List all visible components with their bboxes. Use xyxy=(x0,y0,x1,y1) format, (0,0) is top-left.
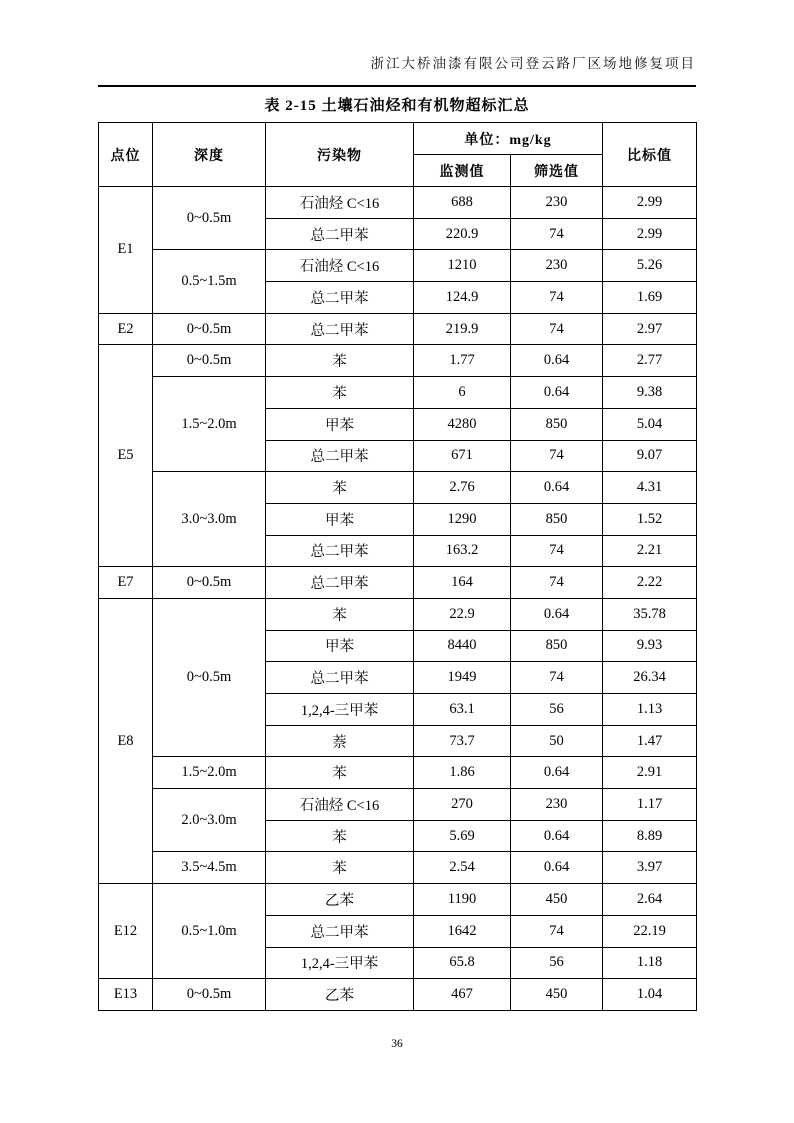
page-number: 36 xyxy=(391,1038,403,1050)
column-header-unit: 单位：mg/kg xyxy=(414,123,603,155)
point-cell: E12 xyxy=(99,884,153,979)
pollutant-cell: 苯 xyxy=(266,472,414,504)
screening-value-cell: 56 xyxy=(511,947,603,979)
pollutant-cell: 苯 xyxy=(266,820,414,852)
monitored-value-cell: 6 xyxy=(414,377,511,409)
screening-value-cell: 74 xyxy=(511,313,603,345)
pollutant-cell: 萘 xyxy=(266,725,414,757)
column-header-point: 点位 xyxy=(99,123,153,187)
screening-value-cell: 74 xyxy=(511,915,603,947)
screening-value-cell: 0.64 xyxy=(511,345,603,377)
header-divider-rule xyxy=(98,85,696,87)
ratio-value-cell: 22.19 xyxy=(603,915,697,947)
depth-cell: 0~0.5m xyxy=(153,187,266,250)
screening-value-cell: 850 xyxy=(511,630,603,662)
ratio-value-cell: 5.26 xyxy=(603,250,697,282)
monitored-value-cell: 1.86 xyxy=(414,757,511,789)
pollutant-cell: 苯 xyxy=(266,852,414,884)
depth-cell: 2.0~3.0m xyxy=(153,789,266,852)
table-head xyxy=(99,123,697,187)
screening-value-cell: 74 xyxy=(511,282,603,314)
pollutant-cell: 总二甲苯 xyxy=(266,440,414,472)
table-row xyxy=(99,567,697,599)
pollutant-cell: 石油烃 C<16 xyxy=(266,789,414,821)
pollutant-cell: 总二甲苯 xyxy=(266,915,414,947)
point-cell: E7 xyxy=(99,567,153,599)
table-title: 表 2-15 土壤石油烃和有机物超标汇总 xyxy=(264,98,530,114)
pollutant-cell: 苯 xyxy=(266,598,414,630)
ratio-value-cell: 9.93 xyxy=(603,630,697,662)
ratio-value-cell: 2.99 xyxy=(603,187,697,219)
monitored-value-cell: 73.7 xyxy=(414,725,511,757)
header-row-1 xyxy=(99,123,697,155)
ratio-value-cell: 3.97 xyxy=(603,852,697,884)
ratio-value-cell: 2.97 xyxy=(603,313,697,345)
depth-cell: 3.0~3.0m xyxy=(153,472,266,567)
pollutant-cell: 苯 xyxy=(266,377,414,409)
screening-value-cell: 74 xyxy=(511,662,603,694)
monitored-value-cell: 163.2 xyxy=(414,535,511,567)
monitored-value-cell: 220.9 xyxy=(414,218,511,250)
ratio-value-cell: 1.52 xyxy=(603,503,697,535)
ratio-value-cell: 2.99 xyxy=(603,218,697,250)
ratio-value-cell: 1.69 xyxy=(603,282,697,314)
ratio-value-cell: 26.34 xyxy=(603,662,697,694)
monitored-value-cell: 219.9 xyxy=(414,313,511,345)
ratio-value-cell: 4.31 xyxy=(603,472,697,504)
monitored-value-cell: 4280 xyxy=(414,408,511,440)
table-body xyxy=(99,187,697,1011)
screening-value-cell: 0.64 xyxy=(511,472,603,504)
table-row xyxy=(99,852,697,884)
depth-cell: 0.5~1.5m xyxy=(153,250,266,313)
screening-value-cell: 0.64 xyxy=(511,377,603,409)
screening-value-cell: 56 xyxy=(511,694,603,726)
ratio-value-cell: 35.78 xyxy=(603,598,697,630)
point-cell: E13 xyxy=(99,979,153,1011)
monitored-value-cell: 1.77 xyxy=(414,345,511,377)
screening-value-cell: 450 xyxy=(511,884,603,916)
monitored-value-cell: 688 xyxy=(414,187,511,219)
screening-value-cell: 74 xyxy=(511,535,603,567)
table-row xyxy=(99,313,697,345)
ratio-value-cell: 1.18 xyxy=(603,947,697,979)
table-row xyxy=(99,884,697,916)
ratio-value-cell: 2.91 xyxy=(603,757,697,789)
pollutant-cell: 甲苯 xyxy=(266,503,414,535)
depth-cell: 3.5~4.5m xyxy=(153,852,266,884)
ratio-value-cell: 8.89 xyxy=(603,820,697,852)
point-cell: E1 xyxy=(99,187,153,314)
depth-cell: 0~0.5m xyxy=(153,567,266,599)
pollutant-cell: 苯 xyxy=(266,345,414,377)
pollutant-cell: 总二甲苯 xyxy=(266,218,414,250)
depth-cell: 0.5~1.0m xyxy=(153,884,266,979)
monitored-value-cell: 22.9 xyxy=(414,598,511,630)
pollutant-cell: 石油烃 C<16 xyxy=(266,187,414,219)
monitored-value-cell: 63.1 xyxy=(414,694,511,726)
pollutant-cell: 总二甲苯 xyxy=(266,662,414,694)
pollutant-cell: 1,2,4-三甲苯 xyxy=(266,694,414,726)
table-row xyxy=(99,757,697,789)
ratio-value-cell: 1.13 xyxy=(603,694,697,726)
table-row xyxy=(99,789,697,821)
ratio-value-cell: 2.22 xyxy=(603,567,697,599)
document-header-text: 浙江大桥油漆有限公司登云路厂区场地修复项目 xyxy=(370,56,696,71)
monitored-value-cell: 1210 xyxy=(414,250,511,282)
screening-value-cell: 50 xyxy=(511,725,603,757)
depth-cell: 1.5~2.0m xyxy=(153,757,266,789)
monitored-value-cell: 65.8 xyxy=(414,947,511,979)
table-row xyxy=(99,472,697,504)
monitored-value-cell: 8440 xyxy=(414,630,511,662)
pollutant-cell: 乙苯 xyxy=(266,979,414,1011)
pollutant-cell: 石油烃 C<16 xyxy=(266,250,414,282)
monitored-value-cell: 124.9 xyxy=(414,282,511,314)
screening-value-cell: 230 xyxy=(511,250,603,282)
column-header-depth: 深度 xyxy=(153,123,266,187)
point-cell: E5 xyxy=(99,345,153,567)
monitored-value-cell: 1290 xyxy=(414,503,511,535)
table-row xyxy=(99,598,697,630)
pollutant-cell: 总二甲苯 xyxy=(266,535,414,567)
screening-value-cell: 450 xyxy=(511,979,603,1011)
table-row xyxy=(99,345,697,377)
column-header-ratio: 比标值 xyxy=(603,123,697,187)
monitored-value-cell: 671 xyxy=(414,440,511,472)
screening-value-cell: 230 xyxy=(511,789,603,821)
column-header-monitored: 监测值 xyxy=(414,155,511,187)
ratio-value-cell: 1.47 xyxy=(603,725,697,757)
screening-value-cell: 0.64 xyxy=(511,598,603,630)
ratio-value-cell: 1.04 xyxy=(603,979,697,1011)
monitored-value-cell: 1642 xyxy=(414,915,511,947)
pollutant-cell: 苯 xyxy=(266,757,414,789)
depth-cell: 1.5~2.0m xyxy=(153,377,266,472)
screening-value-cell: 74 xyxy=(511,567,603,599)
depth-cell: 0~0.5m xyxy=(153,345,266,377)
ratio-value-cell: 1.17 xyxy=(603,789,697,821)
point-cell: E8 xyxy=(99,598,153,883)
ratio-value-cell: 2.77 xyxy=(603,345,697,377)
table-row xyxy=(99,187,697,219)
screening-value-cell: 230 xyxy=(511,187,603,219)
point-cell: E2 xyxy=(99,313,153,345)
column-header-screening: 筛选值 xyxy=(511,155,603,187)
screening-value-cell: 0.64 xyxy=(511,757,603,789)
table-row xyxy=(99,250,697,282)
depth-cell: 0~0.5m xyxy=(153,598,266,756)
pollutant-cell: 总二甲苯 xyxy=(266,282,414,314)
depth-cell: 0~0.5m xyxy=(153,313,266,345)
monitored-value-cell: 1949 xyxy=(414,662,511,694)
monitored-value-cell: 2.54 xyxy=(414,852,511,884)
pollutant-cell: 甲苯 xyxy=(266,630,414,662)
monitored-value-cell: 164 xyxy=(414,567,511,599)
screening-value-cell: 0.64 xyxy=(511,852,603,884)
screening-value-cell: 850 xyxy=(511,503,603,535)
column-header-pollutant: 污染物 xyxy=(266,123,414,187)
depth-cell: 0~0.5m xyxy=(153,979,266,1011)
exceedance-summary-table xyxy=(98,122,697,1011)
monitored-value-cell: 270 xyxy=(414,789,511,821)
pollutant-cell: 甲苯 xyxy=(266,408,414,440)
screening-value-cell: 74 xyxy=(511,440,603,472)
monitored-value-cell: 467 xyxy=(414,979,511,1011)
pollutant-cell: 乙苯 xyxy=(266,884,414,916)
ratio-value-cell: 9.38 xyxy=(603,377,697,409)
ratio-value-cell: 2.21 xyxy=(603,535,697,567)
ratio-value-cell: 5.04 xyxy=(603,408,697,440)
ratio-value-cell: 9.07 xyxy=(603,440,697,472)
pollutant-cell: 总二甲苯 xyxy=(266,567,414,599)
pollutant-cell: 1,2,4-三甲苯 xyxy=(266,947,414,979)
monitored-value-cell: 5.69 xyxy=(414,820,511,852)
monitored-value-cell: 1190 xyxy=(414,884,511,916)
screening-value-cell: 0.64 xyxy=(511,820,603,852)
screening-value-cell: 74 xyxy=(511,218,603,250)
screening-value-cell: 850 xyxy=(511,408,603,440)
monitored-value-cell: 2.76 xyxy=(414,472,511,504)
table-row xyxy=(99,979,697,1011)
pollutant-cell: 总二甲苯 xyxy=(266,313,414,345)
table-row xyxy=(99,377,697,409)
ratio-value-cell: 2.64 xyxy=(603,884,697,916)
